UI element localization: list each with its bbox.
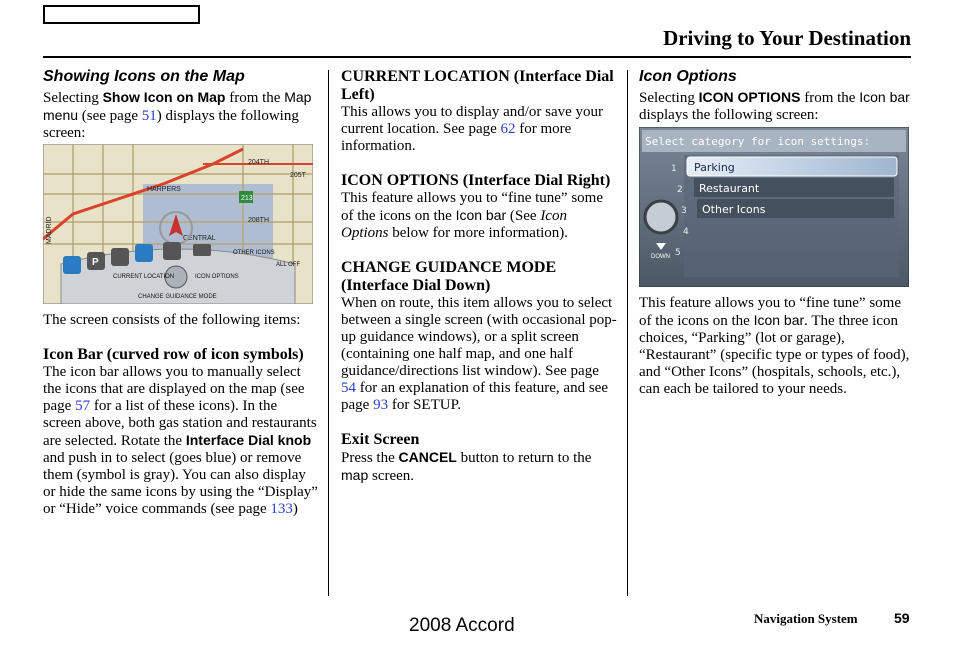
map-screenshot xyxy=(43,144,313,304)
icon-options-screenshot xyxy=(639,127,909,287)
section-heading-icon-options: ICON OPTIONS (Interface Dial Right) xyxy=(341,172,611,189)
svg-text:4: 4 xyxy=(683,227,689,237)
map-label-205t: 205T xyxy=(290,172,306,179)
header-tab-box xyxy=(43,5,200,24)
footer-section: Navigation System xyxy=(754,611,858,626)
page-link-51[interactable]: 51 xyxy=(141,108,157,124)
map-label-icon-options: ICON OPTIONS xyxy=(195,274,239,280)
icon-options-body: This feature allows you to “fine tune” some of the icons on the Icon bar. The three icon choices, “Parking” (lot or garage), “Restaurant” (specific type or types of food), and “Other Icons” (hospitals, schools, etc.), can each be tailored to your needs. xyxy=(639,295,910,397)
page-link-133[interactable]: 133 xyxy=(270,501,293,517)
svg-text:3: 3 xyxy=(681,206,687,216)
header-divider xyxy=(43,56,911,58)
column-2 xyxy=(341,68,617,485)
shopping-icon xyxy=(163,242,181,260)
icon-options-intro: Selecting ICON OPTIONS from the Icon bar displays the following screen: xyxy=(639,89,910,123)
map-label-harpers: HARPERS xyxy=(147,186,181,193)
column-3 xyxy=(639,68,911,398)
screen-consists-text: The screen consists of the following items: xyxy=(43,312,301,328)
map-label-madrid: MADRID xyxy=(46,216,53,244)
svg-text:1: 1 xyxy=(671,164,677,174)
atm-icon xyxy=(193,244,211,256)
intro-paragraph: Selecting Show Icon on Map from the Map menu (see page 51) displays the following screen: xyxy=(43,89,312,141)
section-heading-exit-screen: Exit Screen xyxy=(341,431,420,448)
column-1 xyxy=(43,68,319,518)
section-heading-change-guidance: CHANGE GUIDANCE MODE (Interface Dial Down) xyxy=(341,259,557,294)
map-label-all-off: ALL OFF xyxy=(276,262,301,268)
svg-text:5: 5 xyxy=(675,248,681,258)
page-link-57[interactable]: 57 xyxy=(75,398,91,414)
footer-model: 2008 Accord xyxy=(409,615,515,636)
map-label-208th: 208TH xyxy=(248,217,270,224)
map-label-204th: 204TH xyxy=(248,159,270,166)
change-guidance-paragraph: When on route, this item allows you to select between a single screen (with occasional pop-up guidance windows), or a split screen (containing one half map, and one half guidance/directions list window). See page 54 for an explanation of this feature, and see page 93 for SETUP. xyxy=(341,295,617,413)
page-number: 59 xyxy=(894,610,910,626)
page-link-54[interactable]: 54 xyxy=(341,380,356,396)
svg-text:2: 2 xyxy=(677,185,683,195)
page-link-93[interactable]: 93 xyxy=(373,397,389,413)
menu-item-restaurant-label: Restaurant xyxy=(699,182,760,195)
current-location-paragraph: This allows you to display and/or save your current location. See page 62 for more information. xyxy=(341,104,604,154)
section-heading-icon-bar: Icon Bar (curved row of icon symbols) xyxy=(43,346,304,363)
down-label: DOWN xyxy=(651,254,670,260)
map-label-other-icons: OTHER ICONS xyxy=(233,250,275,256)
column-divider-1 xyxy=(328,70,329,596)
map-label-central: CENTRAL xyxy=(183,235,216,242)
page-link-62[interactable]: 62 xyxy=(500,121,516,137)
map-label-current-location: CURRENT LOCATION xyxy=(113,274,175,280)
icon-options-paragraph: This feature allows you to “fine tune” some of the icons on the Icon bar (See Icon Options below for more information). xyxy=(341,190,604,241)
restaurant-icon xyxy=(135,244,153,262)
menu-item-parking-label: Parking xyxy=(694,161,735,174)
interface-dial-icon xyxy=(645,201,677,233)
column-divider-2 xyxy=(627,70,628,596)
icon-bar-paragraph: The icon bar allows you to manually select the icons that are displayed on the map (see page 57 for a list of these icons). In the screen above, both gas station and restaurants are selected. Rotate the Interface Dial knob and push in to select (goes blue) or remove them (symbol is gray). You can also display or hide the same icons by using the “Display” or “Hide” voice commands (see page 133) xyxy=(43,364,318,517)
page-title: Driving to Your Destination xyxy=(663,26,911,50)
section-heading-current-location: CURRENT LOCATION (Interface Dial Left) xyxy=(341,68,614,103)
info-icon xyxy=(111,248,129,266)
svg-text:P: P xyxy=(92,257,99,268)
screen-title: Select category for icon settings: xyxy=(645,135,871,148)
menu-item-other-icons-label: Other Icons xyxy=(702,203,766,216)
section-heading-icon-options-detail: Icon Options xyxy=(639,68,737,85)
route-shield-label: 213 xyxy=(241,195,253,202)
section-heading-showing-icons: Showing Icons on the Map xyxy=(43,68,245,85)
map-label-change-guidance: CHANGE GUIDANCE MODE xyxy=(138,294,217,300)
gas-station-icon xyxy=(63,256,81,274)
exit-screen-paragraph: Press the CANCEL button to return to the map screen. xyxy=(341,449,592,484)
